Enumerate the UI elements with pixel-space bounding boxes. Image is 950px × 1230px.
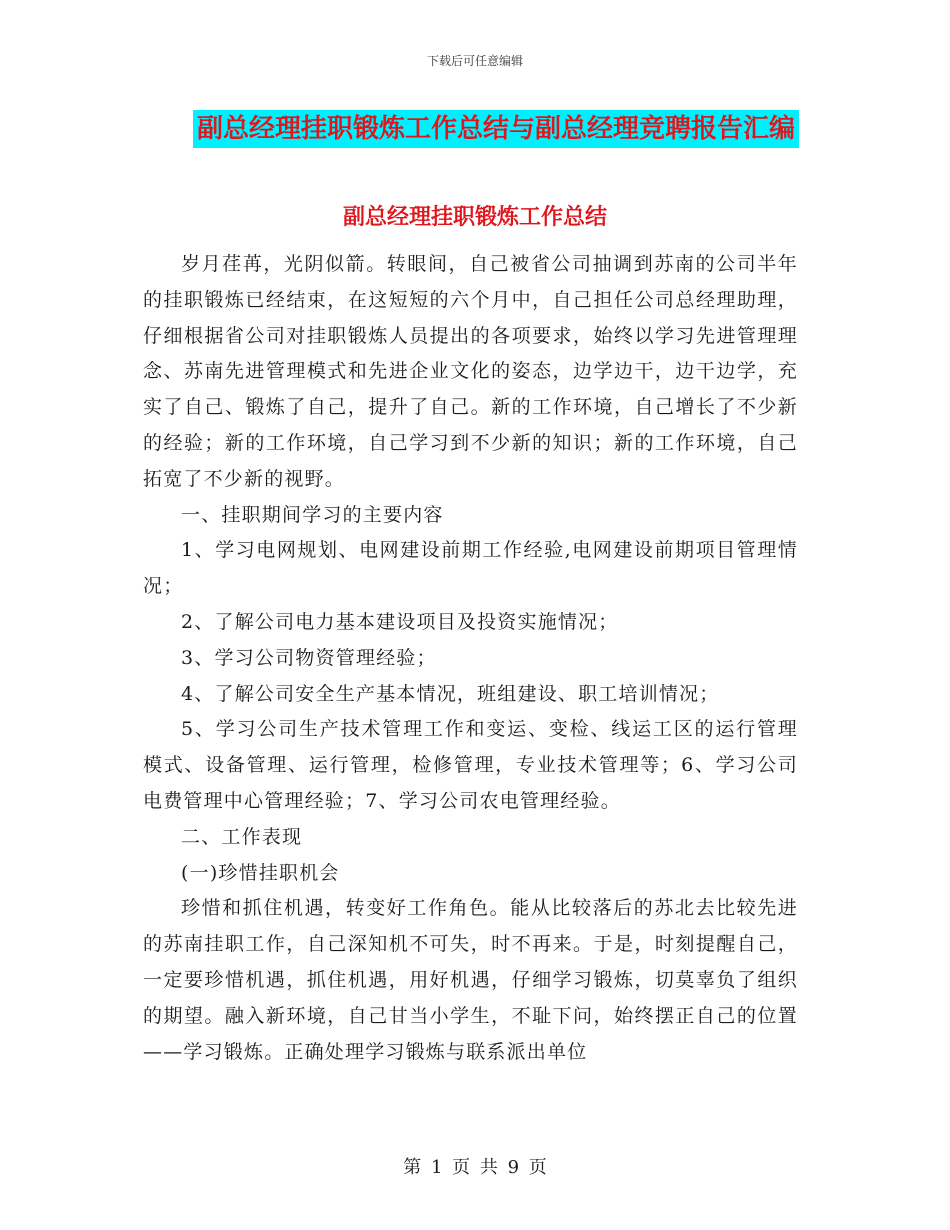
document-title: 副总经理挂职锻炼工作总结与副总经理竞聘报告汇编 bbox=[193, 110, 799, 148]
page-footer: 第 1 页 共 9 页 bbox=[403, 1157, 547, 1178]
body-paragraph-cherish: 珍惜和抓住机遇，转变好工作角色。能从比较落后的苏北去比较先进的苏南挂职工作，自己深知机不可失，时不再来。于是，时刻提醒自己，一定要珍惜机遇，抓住机遇，用好机遇，仔细学习锻炼，切莫辜负了组织的期望。融入新环境，自己甘当小学生，不耻下问，始终摆正自己的位置——学习锻炼。正确处理学习锻炼与联系派出单位 bbox=[143, 897, 798, 1063]
body-heading-study-content: 一、挂职期间学习的主要内容 bbox=[181, 503, 444, 526]
body-subheading-cherish: (一)珍惜挂职机会 bbox=[181, 861, 340, 884]
body-list-item-4: 4、了解公司安全生产基本情况，班组建设、职工培训情况； bbox=[181, 682, 720, 705]
body-list-item-5: 5、学习公司生产技术管理工作和变运、变检、线运工区的运行管理模式、设备管理、运行管理，检修管理，专业技术管理等；6、学习公司电费管理中心管理经验；7、学习公司农电管理经验。 bbox=[143, 718, 798, 812]
document-body bbox=[143, 247, 798, 1070]
body-heading-work-performance: 二、工作表现 bbox=[181, 825, 303, 848]
body-paragraph-intro: 岁月荏苒，光阴似箭。转眼间，自己被省公司抽调到苏南的公司半年的挂职锻炼已经结束，在这短短的六个月中，自己担任公司总经理助理，仔细根据省公司对挂职锻炼人员提出的各项要求，始终以学习先进管理理念、苏南先进管理模式和先进企业文化的姿态，边学边干，边干边学，充实了自己、锻炼了自己，提升了自己。新的工作环境，自己增长了不少新的经验；新的工作环境，自己学习到不少新的知识；新的工作环境，自己拓宽了不少新的视野。 bbox=[143, 253, 798, 490]
body-list-item-1: 1、学习电网规划、电网建设前期工作经验,电网建设前期项目管理情况； bbox=[143, 539, 798, 598]
page-header-note: 下载后可任意编辑 bbox=[426, 54, 523, 68]
body-list-item-3: 3、学习公司物资管理经验； bbox=[181, 646, 437, 669]
section-title: 副总经理挂职锻炼工作总结 bbox=[342, 205, 607, 230]
body-list-item-2: 2、了解公司电力基本建设项目及投资实施情况； bbox=[181, 610, 619, 633]
